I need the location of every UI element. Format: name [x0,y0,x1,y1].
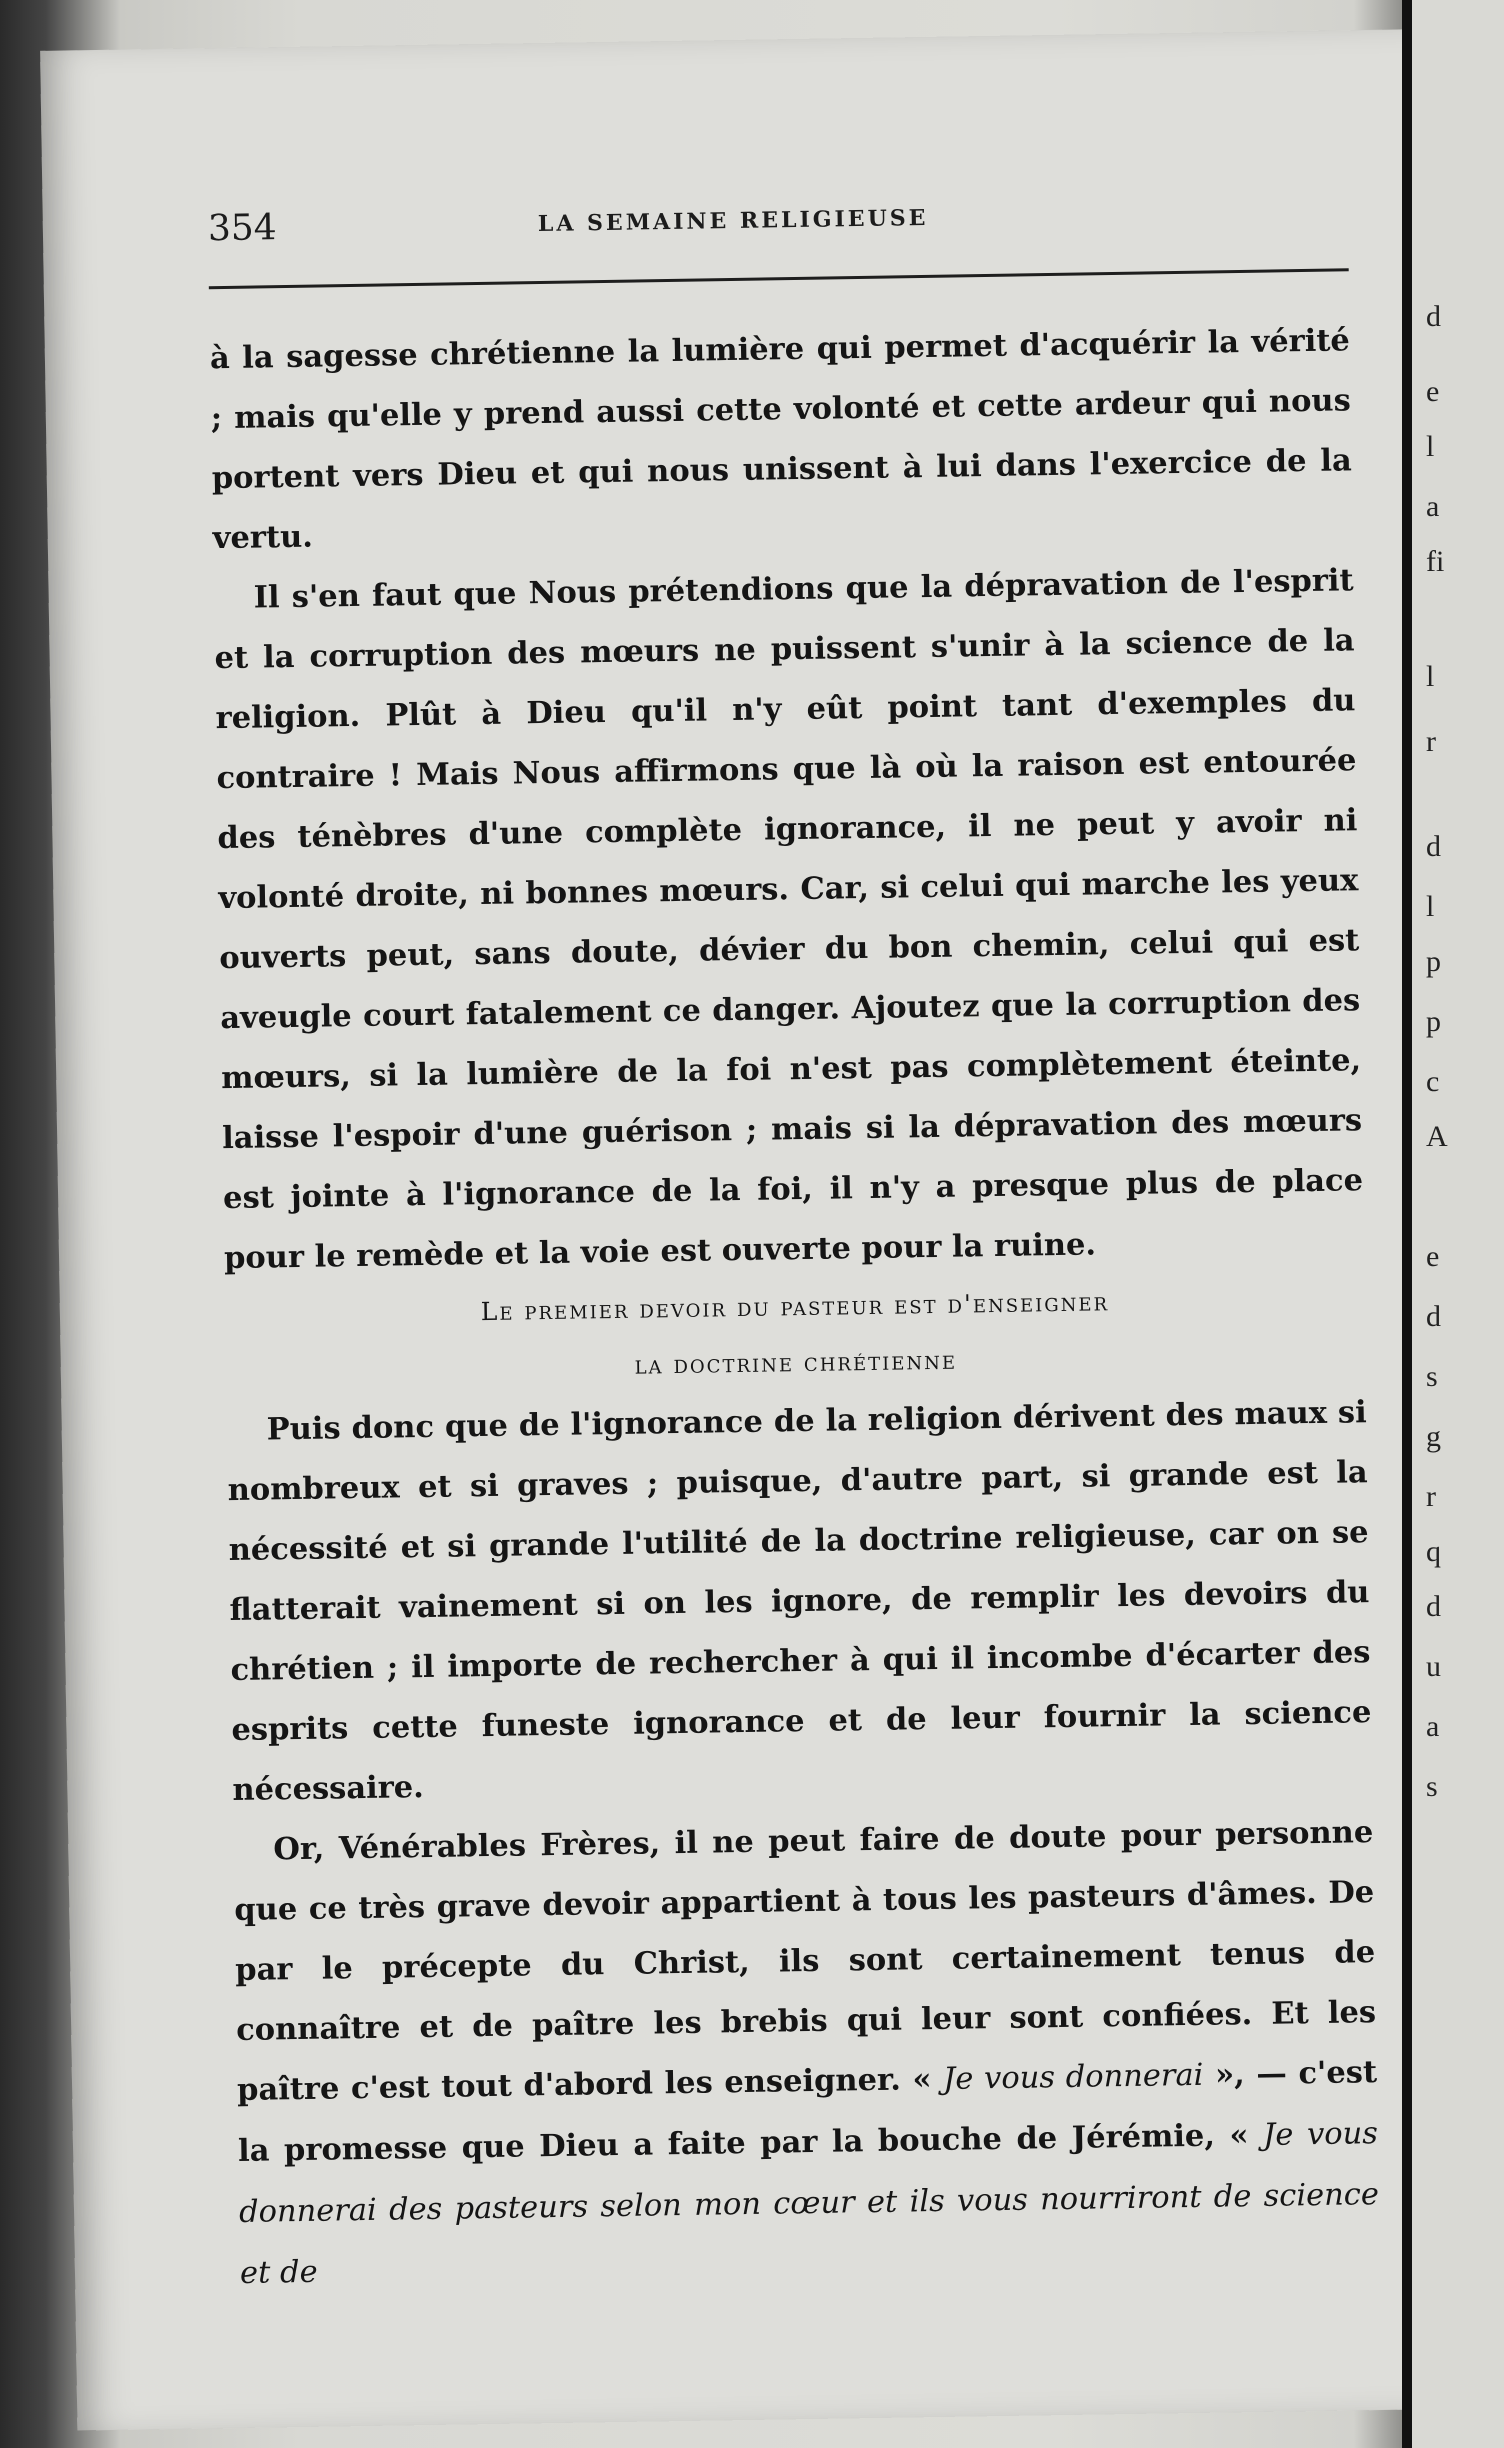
adjacent-page-fragment: s [1426,1360,1438,1393]
adjacent-page-fragment: r [1426,1480,1436,1513]
header-rule [209,268,1349,289]
adjacent-page-fragment: e [1426,375,1440,408]
adjacent-page-edge [1402,0,1504,2448]
adjacent-page-fragment: l [1426,430,1435,463]
page-number: 354 [207,207,277,250]
adjacent-page-fragment: r [1426,725,1436,758]
adjacent-page-fragment: e [1426,1240,1440,1273]
paragraph-1: à la sagesse chrétienne la lumière qui permet d'acquérir la vérité ; mais qu'elle y prend aussi cette volonté et cette ardeur qui nous portent vers Dieu et qui nous unissent à lui dans l'exercice de la vertu. [209,322,1352,557]
adjacent-page-fragment: q [1426,1535,1441,1568]
running-title: LA SEMAINE RELIGIEUSE [537,204,929,238]
adjacent-page-fragment: d [1426,1590,1441,1623]
adjacent-page-fragment: d [1426,1300,1441,1333]
paragraph-4-quote-1: Je vous donnerai [942,2057,1204,2097]
book-page [40,29,1457,2430]
adjacent-page-fragment: p [1426,945,1441,978]
section-heading-line-2: la doctrine chrétienne [634,1345,958,1380]
adjacent-page-fragment: a [1426,490,1440,523]
adjacent-page-fragment: g [1426,1420,1441,1453]
adjacent-page-fragment: fi [1426,545,1445,578]
page-body [209,310,1380,2304]
adjacent-page-fragment: p [1426,1005,1441,1038]
paragraph-2: Il s'en faut que Nous prétendions que la dépravation de l'esprit et la corruption des mœurs ne puissent s'unir à la science de la religion. Plût à Dieu qu'il n'y eût point tant d'exemples du contraire ! Mais Nous affirmons que là où la raison est entourée des ténèbres d'une complète ignorance, il ne peut y avoir ni volonté droite, ni bonnes mœurs. Car, si celui qui marche les yeux ouverts peut, sans doute, dévier du bon chemin, celui qui est aveugle court fatalement ce danger. Ajoutez que la corruption des mœurs, si la lumière de la foi n'est pas complètement éteinte, laisse l'espoir d'une guérison ; mais si la dépravation des mœurs est jointe à l'ignorance de la foi, il n'y a presque plus de place pour le remède et la voie est ouverte pour la ruine. [214,562,1364,1277]
paragraph-4-text-b: », — c'est la promesse que Dieu a faite par la bouche de Jérémie, « [237,2054,1378,2169]
paragraph-4 [233,1802,1380,2304]
adjacent-page-fragment: d [1426,830,1441,863]
page-header [208,190,1349,258]
paragraph-4-quote-2: Je vous donnerai des pasteurs selon mon cœur et ils vous nourriront de science et de [238,2116,1380,2291]
adjacent-page-fragment: l [1426,660,1435,693]
adjacent-page-fragment: a [1426,1710,1440,1743]
paragraph-4-text-a: Or, Vénérables Frères, il ne peut faire de doute pour personne que ce très grave devoir appartient à tous les pasteurs d'âmes. De par le précepte du Christ, ils sont certainement tenus de connaître et de paître les brebis qui leur sont confiées. Et les paître c'est tout d'abord les enseigner. « [234,1814,1377,2108]
paragraph-3: Puis donc que de l'ignorance de la religion dérivent des maux si nombreux et si graves ; puisque, d'autre part, si grande est la nécessité et si grande l'utilité de la doctrine religieuse, car on se flatterait vainement si on les ignore, de remplir les devoirs du chrétien ; il importe de rechercher à qui il incombe d'écarter des esprits cette funeste ignorance et de leur fournir la science nécessaire. [227,1394,1372,1809]
adjacent-page-fragment: l [1426,890,1435,923]
adjacent-page-fragment: s [1426,1770,1438,1803]
adjacent-page-fragment: d [1426,300,1441,333]
section-heading-line-1: Le premier devoir du pasteur est d'enseigner [480,1287,1110,1327]
adjacent-page-fragment: u [1426,1650,1441,1683]
adjacent-page-fragment: c [1426,1065,1440,1098]
adjacent-page-fragment: A [1426,1120,1448,1153]
